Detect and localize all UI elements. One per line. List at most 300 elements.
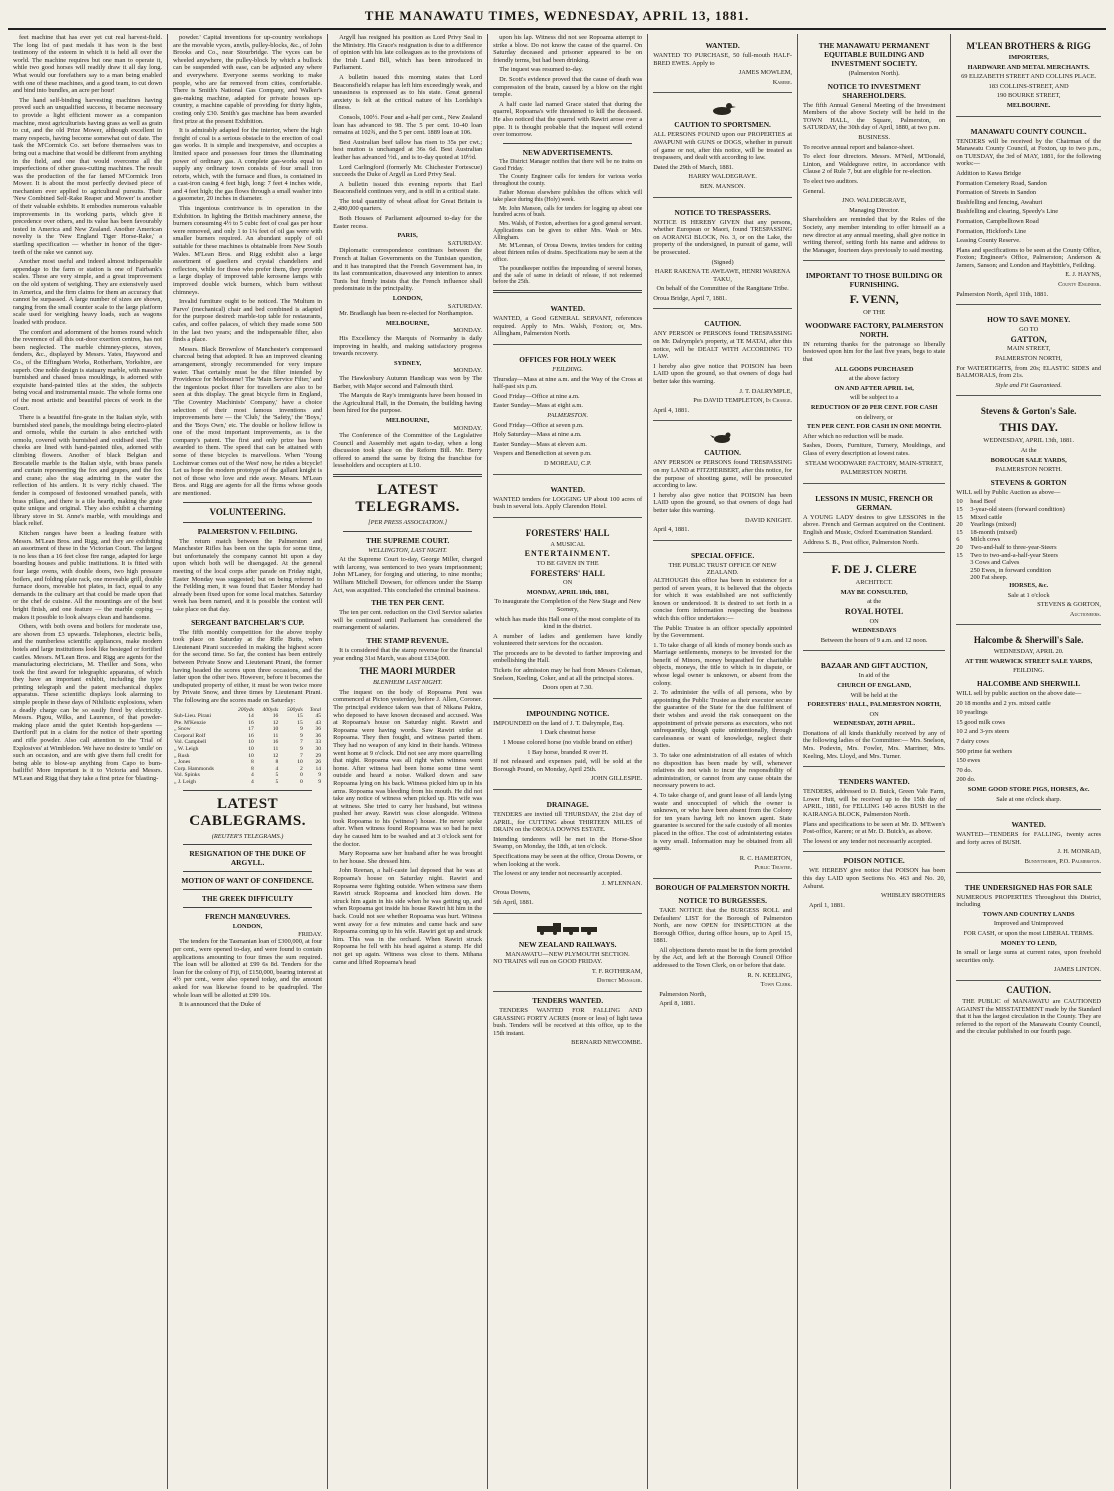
ad-line: STEAM WOODWARE FACTORY, MAIN-STREET, <box>805 459 943 467</box>
ad-text: A number of ladies and gentlemen have kindly volunteered their services for the occasion. <box>493 632 643 648</box>
score-header-cell: 400yds <box>262 706 279 713</box>
ad-signature: R. C. HAMERTON, <box>739 854 793 862</box>
train-icon <box>533 922 603 936</box>
item-count: 20 <box>956 521 963 529</box>
list-item: Bushfelling and fencing, Awahuri <box>956 198 1043 206</box>
ad-heading: Halcombe & Sherwill's Sale. <box>973 635 1084 646</box>
ad-heading: CAUTION. <box>704 319 741 329</box>
ad-heading: NEW ZEALAND RAILWAYS. <box>518 939 617 949</box>
ad-line: 190 BOURKE STREET, <box>996 92 1061 100</box>
ad-line: FEILDING. <box>1013 667 1045 675</box>
ad-text: Oroua Bridge, April 7, 1881. <box>653 294 727 302</box>
ad-signature: J. M'LENNAN. <box>601 879 643 887</box>
list-item: Formation, Hickford's Line <box>956 227 1027 235</box>
ad-text: TENDERS will be received by the Chairman of the Manawatu County Council, at Foxton, up to two p.m., on TUESDAY, the 3rd of MAY, 1881, for the following works:— <box>956 137 1102 168</box>
divider <box>183 502 312 503</box>
ad-heading: BAZAAR AND GIFT AUCTION, <box>820 661 928 671</box>
subheading: THE MAORI MURDER <box>359 666 456 677</box>
ad-subheading: FEILDING. <box>552 366 584 374</box>
ad-heading: NOTICE TO TRESPASSERS. <box>674 207 771 217</box>
ad-linton <box>956 876 1101 981</box>
ad-heading: THE UNDERSIGNED HAS FOR SALE <box>964 882 1093 892</box>
ad-text: ALTHOUGH this office has been in existence for a period of seven years, it is believed that the objects for which it was established are not sufficiently known or understood. It is desired to set forth in a concise form information respecting the business which this office undertakes:— <box>653 576 793 622</box>
item-desc: Yearlings (mixed) <box>970 521 1017 529</box>
ad-line: TEN PER CENT. FOR CASH IN ONE MONTH. <box>806 423 942 431</box>
article-paragraph: It is considered that the stamp revenue for the financial year ending 31st March, was about £134,000. <box>333 647 483 662</box>
ad-line: ON <box>869 617 879 625</box>
ad-heading: M'LEAN BROTHERS & RIGG <box>966 41 1091 51</box>
stock-list <box>956 700 1101 784</box>
score-cell: 8 <box>275 759 279 766</box>
ad-wanted-ewes <box>653 34 792 93</box>
dateline-city: LONDON, <box>392 295 423 302</box>
score-header-cell: 500yds <box>286 706 303 713</box>
score-cell: 0 <box>300 779 303 786</box>
column-7 <box>951 34 1106 1489</box>
item-count: 15 <box>956 513 963 521</box>
ad-text: The fifth Annual General Meeting of the Investment Members of the above Society will be held in the TOWN HALL, the Square, Palmerston, on SATURDAY, the 30th day of April, 1880, at two p.m. <box>803 101 946 132</box>
column-1 <box>8 34 168 1489</box>
list-item <box>956 529 1101 537</box>
ad-line: OF THE <box>863 309 886 317</box>
score-header-cell <box>173 707 230 714</box>
ad-heading: HOW TO SAVE MONEY. <box>987 315 1071 325</box>
ad-signature: Town Clerk. <box>760 981 793 989</box>
article-paragraph: Messrs. Black Brownlow of Manchester's compressed charcoal being that adopted. It has an improved cleaning arrangement, strongly recommended for very impure water. That certainly must be the filter intended by Providence for Melbourne! The 'Main Service Filter,' and the ingenious pocket filter for travellers are also to be seen at this display. The great bicycle firm in England, 'The Coventry Machinists' Company,' have a choice selection of their most famous inventions and improvements here — the 'Club,' the 'Safety,' the 'Boys,' and the 'Boys Own,' etc. The double or hollow fellow is one of the most important improvements, as is the company's patent. The first and only prize has been awarded to them. The speed that can be attained with some of these bicycles is marvellous. When 'Young Lochinvar comes out of the West' now, he rides a bicycle! Let us hope the modern prototype of the gallant knight is not of those who love and ride away. Messrs. M'Lean Bros. and Rigg are agents for all the firms whose goods are mentioned. <box>173 345 323 498</box>
score-row <box>173 720 322 727</box>
score-cell: 45 <box>315 713 322 720</box>
article-paragraph: This ingenious contrivance is in operation in the Exhibition. In lighting the British machinery annexe, the burners consuming 4½ to 5 cubic feet of coal gas per hour were removed, and only 1 to 1¼ feet of oil gas were with smaller burners required. An abundant supply of oil suitable for these machines is obtainable from New South Wales. M'Lean Bros. and Rigg exhibit also a large assortment of gaseliers and crystal chandeliers and reflectors, while for those who prefer them, they provide a large display of improved table kerosene lamps with improved double wick burners, which burn without chimneys. <box>173 205 323 296</box>
score-cell: „ W. Leigh <box>174 746 199 753</box>
ad-heading: WANTED. <box>705 41 740 50</box>
subheading: MOTION OF WANT OF CONFIDENCE. <box>181 876 314 886</box>
ad-line: Between the hours of 9 a.m. and 12 noon. <box>820 636 928 644</box>
ad-signature: WHIBLEY BROTHERS <box>881 892 946 900</box>
ad-text: April 1, 1881. <box>809 901 845 909</box>
ad-caution-standard <box>956 985 1101 1036</box>
section-heading: LATEST TELEGRAMS. <box>355 482 460 516</box>
ad-line: MAY BE CONSULTED, <box>840 588 908 596</box>
score-cell: 16 <box>248 719 254 726</box>
ad-text: Easter Sunday—Mass at eight a.m. <box>493 402 583 410</box>
article-paragraph: Others, with both ovens and boilers for moderate use, are shown from £3 upwards. Telephones, electric bells, and the numberless scientific appliances, make modern hotels and large institutions look like besieged or fortified castles. Messrs. M'Lean Bros. and Rigg are agents for the manufacturing electricians, M. Theiller and Sons, who took the first award for telegraphic apparatus, of which they have an important exhibit, including the type printing telegraph and the patent mechanical duplex apparatus. These scientific displays look alarming to simple people in these days of Nihilistic explosions, when a deadly charge can be so easily fired by electricity. Messrs. Pigou, Wilks, and Laurence, of that powder-making place amid the quiet Kentish hop-gardens — Dartford! put in a claim for the notice of their sporting and rifle powder. Also call attention to the 'Trial of Explosives' at Wimbledon. We have no desire to 'smile' on such an occasion, and are with give them full credit for being able to blow-up anything from Capo to bum-bailiffs! More important is it to Victoria and Messrs. M'Lean and Rigg that they take a first prize for 'blasting- <box>13 623 163 782</box>
ad-railways <box>493 917 642 992</box>
ad-heading: HALCOMBE AND SHERWILL <box>977 679 1081 689</box>
score-cell: „ Rush <box>174 752 190 759</box>
ad-heading: CAUTION. <box>704 448 741 458</box>
ad-text: April 8, 1881. <box>659 1000 696 1008</box>
score-cell: 10 <box>248 746 254 753</box>
score-cell: Vol. Campbell <box>174 739 207 746</box>
ad-text: The lowest or any tender not necessarily accepted. <box>493 870 622 878</box>
list-item: 10 yearlings <box>956 709 988 717</box>
divider <box>503 143 632 144</box>
ad-text: NUMEROUS PROPERTIES Throughout this District, including <box>956 893 1102 909</box>
item-count: 15 <box>956 505 963 513</box>
ad-text: For WATERTIGHTS, from 20s; ELASTIC SIDES and BALMORALS, from 21s. <box>956 364 1102 380</box>
list-item <box>956 574 1101 582</box>
ad-signature: STEVENS & GORTON, <box>1037 601 1102 609</box>
list-item: 500 prime fat wethers <box>956 747 1013 755</box>
score-row <box>173 772 322 779</box>
list-item: The County Engineer calls for tenders for various works throughout the county. <box>493 174 643 188</box>
ad-line: CHURCH OF ENGLAND, <box>837 681 912 689</box>
list-item: 150 ewes <box>956 757 981 765</box>
score-row <box>173 746 322 753</box>
ad-text: On behalf of the Committee of the Rangitane Tribe. <box>656 285 789 293</box>
article-paragraph: Kitchen ranges have been a leading feature with Messrs. M'Lean Bros. and Rigg, and they are exhibiting an assortment of these in the Victorian Court. The largest is no less than a 16 feet close fire range, adapted for large boarding houses and public institutions. It is fitted with four large ovens, with double doors, two high pressure boilers, and folding plate rack, one moveable grill, double furnace doors, movable hot plates, in fact, equal to any demands in the culinary art that could be made upon that or the chef de cuisine. All the mountings are of the best bright finish, and one feature — the marble coping — makes it possible to look always clean and handsome. <box>13 530 163 621</box>
columns <box>8 34 1106 1489</box>
score-cell: Sub-Lieu. Pirani <box>174 713 212 720</box>
item-desc: 3-year-old steers (forward condition) <box>970 505 1065 513</box>
article-paragraph: Dr. Scott's evidence proved that the cause of death was compression of the brain, caused by a blow on the right temple. <box>493 75 643 99</box>
article-paragraph: The Conference of the Committee of the Legislative Council and Assembly met again to-day, when a long discussion took place on the Reform Bill. Mr. Berry offered to amend the same by fixing the franchise for lesseholders and occupiers at L10. <box>333 432 483 470</box>
ad-text: April 4, 1881. <box>653 526 690 534</box>
ad-line: on delivery, or <box>855 413 893 421</box>
divider <box>183 522 312 523</box>
subheading: THE STAMP REVENUE. <box>366 636 449 645</box>
score-cell: 8 <box>251 765 254 772</box>
score-row <box>173 713 322 720</box>
dateline-city: PARIS, <box>397 232 418 240</box>
ad-signature: Karere. <box>772 78 793 86</box>
article-paragraph: Both Houses of Parliament adjourned to-day for the Easter recess. <box>333 215 483 230</box>
ad-text: Palmerston North, April 11th, 1881. <box>956 290 1049 298</box>
article-paragraph: The total quantity of wheat afloat for Great Britain is 2,480,000 quarters. <box>333 197 483 213</box>
list-item <box>956 514 1101 522</box>
ad-text: Vespers and Benediction at seven p.m. <box>493 450 592 458</box>
ad-line: MELBOURNE. <box>1006 101 1051 109</box>
score-cell: 43 <box>315 719 322 726</box>
ad-line: REDUCTION OF 20 PER CENT. FOR CASH <box>810 404 938 412</box>
score-cell: 29 <box>315 752 322 759</box>
subheading: RESIGNATION OF THE DUKE OF ARGYLL. <box>189 849 306 868</box>
ad-line: Will be held at the <box>850 691 898 699</box>
score-cell: Vol. Spinks <box>174 772 200 779</box>
ad-line: MONEY TO LEND, <box>1000 939 1057 947</box>
article-paragraph: Consols, 100½. Four and a-half per cent., New Zealand loan has advanced to 98. The 5 per cent. 10-40 loan remains at 102¾, and the 5 per cent. 1889 loan at 106. <box>333 113 483 137</box>
score-cell: 2 <box>300 765 303 772</box>
ad-text: THE PUBLIC of MANAWATU are CAUTIONED AGAINST the MISSTATEMENT made by the Standard that it has the largest circulation in the County. They are referred to the report of the Manawatu County Council, and the circular published in our fourth page. <box>956 997 1102 1036</box>
score-cell: 17 <box>248 726 254 733</box>
ad-signature: Auctioneers. <box>1069 610 1102 618</box>
score-cell: 10 <box>272 726 279 733</box>
ad-heading: NOTICE TO INVESTMENT SHAREHOLDERS. <box>827 81 921 100</box>
dateline-city: LONDON, <box>232 923 263 931</box>
article-paragraph: John Reenan, a half-caste lad deposed that he was at Ropoama's house on Saturday night. Rawiri and Ropoama were fighting outside. When witness saw them Rawiri struck Ropoama and knocked him down. He struck him again in his side when he was getting up, and when Ropoama got inside his house Rawiri hit him in the back. Could not see whether Ropoama was hurt. Witness went away for a few minutes and came back and saw Ropoama coming up to his wife. Rawiri got up and struck him. This was in the orchard. When Rawiri struck Ropoama he fell with his head against a stump. He did not get up again. Witness was close to them. Mihana came and lifted Ropoama's head <box>333 867 483 966</box>
bird-icon <box>710 430 736 444</box>
ad-heading: WANTED. <box>1011 820 1046 830</box>
ad-line: 183 COLLINS-STREET, AND <box>988 82 1069 90</box>
ad-text: If not released and expenses paid, will be sold at the Borough Pound, on Monday, April 25th. <box>493 758 643 773</box>
ad-title: THIS DAY. <box>999 420 1058 435</box>
score-row <box>173 739 322 746</box>
list-item: Leasing County Reserve. <box>956 237 1021 245</box>
ad-caution-dalrymple <box>653 312 792 421</box>
ad-line: MONDAY, APRIL 18th, 1881, <box>526 588 609 596</box>
ad-line: Improved and Unimproved <box>993 920 1064 928</box>
item-desc: 200 Fat sheep. <box>970 574 1008 582</box>
subheading: THE SUPREME COURT. <box>366 535 450 545</box>
article-paragraph: Mr. Bradlaugh has been re-elected for Northampton. <box>339 310 474 318</box>
divider <box>183 889 312 890</box>
article-paragraph: The return match between the Palmerston and Manchester Rifles has been on the tapis for some time, but unfortunately the company cannot hit upon a day upon which both will be disengaged. At the general meeting of the local corps after parade on Friday night, Easter Monday was suggested; but on being referred to the Feilding men, it was found that Easter Monday had already been fixed upon for some local matches. Saturday week has been named, and it is possible the contest will take place on that day. <box>173 537 323 613</box>
list-item <box>956 506 1101 514</box>
list-item: Mrs. Walsh, of Foxton, advertises for a good general servant. Applications can be given to either Mrs. Wash or Mrs. Allingham. <box>493 221 643 241</box>
ad-heading: WANTED. <box>550 304 585 314</box>
divider <box>333 474 482 477</box>
list-item: Mr. M'Lennan, of Oroua Downs, invites tenders for cutting about thirteen miles of drains. Specifications may be seen at the office. <box>493 243 643 264</box>
ad-signature: JAMES MOWLEM, <box>738 69 793 77</box>
ad-text: I hereby also give notice that POISON has been LAID upon the ground, so that owners of dogs had better take this warning. <box>653 362 793 386</box>
dateline-day: MONDAY. <box>453 424 483 432</box>
list-item: Formation, Campbelltown Road <box>956 217 1039 225</box>
article-paragraph: The inquest was resumed to-day. <box>499 66 584 74</box>
score-cell: 10 <box>297 759 303 766</box>
ad-text: WANTED tenders for LOGGING UP about 100 acres of bush in several lots. Apply Clarendon Hotel. <box>493 495 643 511</box>
masthead: THE MANAWATU TIMES, WEDNESDAY, APRIL 13, 1881. <box>8 6 1106 30</box>
ad-poison <box>803 856 945 909</box>
ad-line: ENTERTAINMENT. <box>524 549 611 559</box>
ad-heading: WOODWARE FACTORY, PALMERSTON NORTH. <box>804 320 944 339</box>
ad-text: WILL sell by public auction on the above date— <box>956 690 1082 698</box>
dateline: BLENHEIM LAST NIGHT. <box>373 679 443 687</box>
score-cell: 10 <box>248 739 254 746</box>
ad-signature: DAVID KNIGHT. <box>745 516 793 524</box>
ad-line: at the above factory <box>848 375 900 383</box>
ad-line: WEDNESDAYS <box>851 627 897 635</box>
ad-text: IMPOUNDED on the land of J. T. Dalrymple, Esq. <box>493 719 624 727</box>
ad-signature: E. J. HAYNS, <box>1065 271 1102 279</box>
list-item: 1 Mouse colored horse (no visible brand on either) <box>502 739 633 747</box>
ad-line: PALMERSTON NORTH. <box>840 469 908 477</box>
item-desc: Two-and-half to three-year-Steers <box>970 543 1057 551</box>
item-count: 10 <box>956 498 963 506</box>
article-paragraph: The ten per cent. reduction on the Civil Service salaries will be continued until Parliament has considered the rearrangement of salaries. <box>333 609 483 632</box>
ad-heading: IMPORTANT TO THOSE BUILDING OR FURNISHING. <box>805 271 943 290</box>
ad-text: After which no reduction will be made. <box>803 432 904 440</box>
score-row <box>173 759 322 766</box>
ad-lessons <box>803 487 945 553</box>
ad-tenders-felling <box>803 770 945 852</box>
ad-text: April 4, 1881. <box>653 406 690 414</box>
item-count <box>956 559 970 567</box>
dateline-day: FRIDAY. <box>298 930 323 938</box>
ad-gatton <box>956 308 1101 396</box>
ad-line: Style and Fit Guaranteed. <box>995 381 1062 389</box>
score-cell: 36 <box>315 732 322 739</box>
ad-line: IMPORTERS, <box>1008 54 1049 61</box>
ad-line: Sale at one o'clock sharp. <box>996 795 1062 803</box>
ad-line: HORSES, &c. <box>1009 581 1049 589</box>
article-paragraph: Best Australian beef tallow has risen to 35s per cwt.; best mutton is unchanged at 36s 6d. Best Australian leather has advanced ½d., and is to-day quoted at 10½d. <box>333 138 483 161</box>
ad-wanted-logging <box>493 478 642 518</box>
score-cell: 12 <box>272 719 279 726</box>
dateline-city: SYDNEY, <box>393 359 422 367</box>
subheading: PALMERSTON V. FEILDING. <box>197 526 298 536</box>
article-paragraph: Diplomatic correspondence continues between the French at Italian Governments on the Tunisian question, and it has transpired that the French Government has, in its last communication, disavowed any intention to annex Tunis but firmly insists that the French influence shall predominate in the principality. <box>333 247 483 293</box>
ad-line: WEDNESDAY, 20TH APRIL. <box>833 720 916 728</box>
ad-text: Specifications may be seen at the office, Oroua Downs, or when looking at the work. <box>493 852 643 868</box>
article-paragraph: upon his lap. Witness did not see Ropoama attempt to strike a blow. Do not know the cause of the quarrel. On Saturday deceased and prisoner appeared to be on friendly terms, but had been drinking. <box>493 34 643 64</box>
ad-text: 3. To take one administration of all estates of which no disposition has been made by will, whenever relatives do not wish to incur the responsibility of administration, or cannot from any cause obtain the necessary powers to act. <box>653 752 793 790</box>
ad-text: WANTED TO PURCHASE, 50 full-mouth HALF-BRED EWES. Apply to <box>653 52 793 67</box>
ad-line: ROYAL HOTEL <box>845 606 904 616</box>
ad-line: At the <box>1020 447 1037 454</box>
article-paragraph: A half caste lad named Grace stated that during the quarrel, Ropoama's wife threatened to kill the deceased. He also noticed that the quarrel with Rawiri arose over a pipe. It is thought probable that the inquest will extend over tomorrow. <box>493 100 643 139</box>
section-subheading: (REUTER'S TELEGRAMS.) <box>211 832 284 840</box>
ad-county-council <box>956 120 1101 306</box>
score-row <box>173 733 322 740</box>
ad-heading: IMPOUNDING NOTICE. <box>526 708 610 718</box>
divider <box>183 907 312 908</box>
list-item <box>956 536 1101 544</box>
duck-icon <box>710 102 736 116</box>
score-row <box>173 726 322 733</box>
ad-heading: DRAINAGE. <box>546 800 589 810</box>
ad-tenders <box>493 996 642 1047</box>
score-cell: 5 <box>275 772 279 779</box>
ad-text: Shareholders are reminded that by the Rules of the Society, any member intending to offer himself as a new director at any annual meeting, shall give notice in writing thereof, setting forth his name and address to the Manager, fourteen days previously to said meeting. <box>803 216 946 254</box>
score-cell: 14 <box>315 765 322 772</box>
ad-text: 5th April, 1881. <box>493 898 534 906</box>
ad-line: FORESTERS' HALL <box>530 568 605 578</box>
ad-text: Holy Saturday—Mass at nine a.m. <box>493 431 582 439</box>
list-item: 200 do. <box>956 776 976 784</box>
ad-text: Good Friday—Office at nine a.m. <box>493 392 580 400</box>
section-subheading: [PER PRESS ASSOCIATION.] <box>368 519 448 527</box>
score-cell: 36 <box>315 726 322 733</box>
item-desc: Mixed cattle <box>970 513 1003 521</box>
ad-burgesses <box>653 883 792 1008</box>
score-cell: 4 <box>251 772 254 779</box>
score-cell: 9 <box>300 732 303 739</box>
ad-heading: Stevens & Gorton's Sale. <box>980 406 1077 417</box>
score-cell: „ J. Leigh <box>174 779 196 786</box>
ad-text: 1. To take charge of all kinds of money bonds such as Marriage settlements, moneys to be invested for the benefit of Minors, money bequeathed for charitable objects, moneys, the title to which is in dispute, or whose legal owner is unknown, or absent from the colony. <box>653 641 793 687</box>
ad-line: GATTON, <box>1010 334 1047 344</box>
article-paragraph: powder.' Capital inventions for up-country workshops are the movable vyces, anvils, pulley-blocks, &c., of John Brooks and Co., near Stourbridge. The vyces can be wheeled anywhere, the pulley-block by which a bullock can be suspended with ease, can be adjusted any where and everywhere. Everyone seems working to make people, who are far removed from cities, comfortable. There is Smith's National Gas Company, and Walker's gas-making machine, adapted for private houses up-country, a machine capable of providing for thirty lights, costing only £30. Smith's gas machine has been awarded first prize at the present Exhibition. <box>173 34 323 125</box>
score-body <box>173 713 322 786</box>
ad-subheading: MANAWATU—NEW PLYMOUTH SECTION. <box>505 950 630 958</box>
score-cell: 9 <box>300 746 303 753</box>
section-heading: NEW ADVERTISEMENTS. <box>522 147 613 157</box>
ad-trespassers <box>653 201 792 310</box>
ad-line: SOME GOOD STORE PIGS, HORSES, &c. <box>967 786 1090 793</box>
ad-text: ALL PERSONS FOUND upon our PROPERTIES at AWAPUNI with GUNS or DOGS, whether in pursuit of game or not, after this notice, will be treated as trespassers, and dealt with according to law. <box>653 131 793 162</box>
article-paragraph: Another most useful and indeed almost indispensable appendage to the farm or station is one of Fairbank's scales. These are very simple, and a great improvement on the old system of weighing. They are extensively used in America, and the firm claims for them an accuracy that cannot be surpassed. A large number of sizes are shown, ranging from the small counter scale to the large platform scale used for weighing heavy loads, such as wagons loaded with produce. <box>13 258 163 326</box>
list-item: 20 18 months and 2 yrs. mixed cattle <box>956 699 1051 707</box>
score-cell: 15 <box>297 719 303 726</box>
list-item <box>956 544 1101 552</box>
column-4 <box>488 34 648 1489</box>
score-cell: 15 <box>297 713 303 720</box>
ad-text: Address S. B., Post office, Palmerston North. <box>803 538 919 546</box>
score-row <box>173 753 322 760</box>
item-count: 20 <box>956 543 963 551</box>
ad-text: Sashes, Doors, Furniture, Turnery, Mouldings, and Glass of every description at lowest rates. <box>803 442 946 457</box>
article-paragraph: A bulletin issued this morning states that Lord Beaconsfield's relapse has left him exceedingly weak, and uneasiness is expressed as to his state. Great general anxiety is felt at the critical nature of his Lordship's illness. <box>333 73 483 112</box>
divider <box>183 871 312 872</box>
ad-text: TENDERS are invited till THURSDAY, the 21st day of APRIL, for CUTTING about THIRTEEN MILES of DRAIN on the OROUA DOWNS ESTATE. <box>493 811 643 834</box>
ad-signature: J. T. DALRYMPLE, <box>739 387 793 395</box>
ad-line: A MUSICAL <box>550 540 585 548</box>
ad-heading: OFFICES FOR HOLY WEEK <box>519 355 617 365</box>
article-paragraph: The Marquis de Ray's immigrants have been housed in the Agricultural Hall, in the Domain, the building having been hired for the purpose. <box>333 392 483 415</box>
divider <box>183 844 312 845</box>
score-table <box>173 707 322 786</box>
article-paragraph: His Excellency the Marquis of Normanby is daily improving in health, and making satisfactory progress towards recovery. <box>333 334 483 358</box>
ad-title: F. VENN, <box>849 292 899 307</box>
ad-line: ARCHITECT. <box>855 579 893 587</box>
ad-public-trust <box>653 544 792 879</box>
list-item: The poundkeeper notifies the impounding of several horses, and the sale of same in default of release, if not redeemed before the 25th. <box>493 265 643 286</box>
ad-line: PALMERSTON NORTH, <box>995 355 1062 363</box>
item-count: 6 <box>956 536 960 544</box>
ad-subheading: PALMERSTON. <box>547 412 589 420</box>
score-cell: 9 <box>318 779 322 786</box>
ad-signature: J. H. MONRAD, <box>1057 848 1102 856</box>
ad-line: BOROUGH SALE YARDS, <box>990 456 1067 464</box>
section-heading: VOLUNTEERING. <box>209 506 286 517</box>
ad-foresters-hall <box>493 521 642 699</box>
score-cell: Corp. Hammonds <box>174 765 214 772</box>
score-cell: Pte. M'Kenzie <box>174 719 206 726</box>
ad-text: In small or large sums at current rates, upon freehold securities only. <box>956 949 1102 964</box>
ad-signature: BERNARD NEWCOMBE. <box>571 1039 643 1047</box>
subheading: FRENCH MANŒUVRES. <box>205 912 291 922</box>
list-item: 10 2 and 3-yrs steers <box>956 728 1010 736</box>
score-cell: 7 <box>300 752 303 759</box>
ad-line: ALL GOODS PURCHASED <box>834 365 914 373</box>
item-desc: Two to two-and-a-half-year Steers <box>970 551 1058 559</box>
ad-subheading: BUSINESS. <box>858 133 891 141</box>
ad-text: Thursday—Mass at nine a.m. and the Way of the Cross at half-past six p.m. <box>493 375 643 391</box>
ad-signature: BEN. MANSON. <box>699 182 746 190</box>
score-cell: 0 <box>300 772 303 779</box>
ad-heading: FORESTERS' HALL <box>525 527 610 538</box>
ad-line: WEDNESDAY, APRIL 13th, 1881. <box>983 437 1074 445</box>
ad-text: Oroua Downs, <box>493 889 531 897</box>
score-cell: 16 <box>272 739 279 746</box>
list-item: To elect four directors. Messrs. M'Neil, M'Donald, Linton, and Waldegrave retire, in accordance with Clause 2 of Rule 7, but are eligible for re-election. <box>803 153 946 176</box>
divider <box>183 790 312 791</box>
list-item <box>956 567 1101 575</box>
list-item: Father Moreau elsewhere publishes the offices which will take place during this (Holy) week. <box>493 189 643 203</box>
score-header-row <box>173 707 322 714</box>
ad-clere-architect <box>803 556 945 651</box>
ad-bazaar <box>803 654 945 767</box>
ad-text: ANY PERSON or PERSONS found TRESPASSING on Mr. Dalrymple's property, at TE MATAI, after this notice, will be DEALT WITH ACCORDING TO LAW. <box>653 330 793 361</box>
ad-drainage <box>493 793 642 914</box>
ad-signature: R. N. KEELING, <box>747 971 793 979</box>
article-paragraph: Argyll has resigned his position as Lord Privy Seal in the Ministry. His Grace's resignation is due to a difference of opinion with his late colleagues as to the provisions of the Irish Land Bill, which has been introduced in Parliament. <box>333 34 483 72</box>
ad-line: at the <box>867 598 882 606</box>
ad-text: TENDERS, addressed to D. Buick, Green Vale Farm, Lower Hutt, will be received up to the 15th day of APRIL, 1881, for FELLING 140 acres BUSH in the KAIRANGA BLOCK, Palmerston North. <box>803 788 946 819</box>
item-count <box>956 574 970 582</box>
score-header-cell: 200yds <box>237 706 254 713</box>
list-item <box>956 559 1101 567</box>
article-paragraph: The tenders for the Tasmanian loan of £300,000, at four per cent., were opened to-day, and were found to contain applications amounting to four times the sum required. The loan will be allotted at £99 6s 8d. Tenders for the loan for the colony of Fiji, of £150,000, bearing interest at 4½ per cent., were also opened today, and the amount asked for was likewise found to be quadrupled. The whole loan will be allotted at £99 10s. <box>173 938 323 999</box>
new-ads-list <box>493 159 642 287</box>
article-paragraph: The fifth monthly competition for the above trophy took place on Saturday at the Rifle Butts, when Lieutenant Pirani succeeded in making the highest score for the second time. So far, the contest has been entirely between Private Snow and Lieutenant Pirani, the former having headed the scores upon three occasions, and the latter upon the other two. However, before it becomes the undisputed property of either, it must be won twice more by Private Snow, and three times by Lieutenant Pirani. The following are the scores made on Saturday: <box>173 628 323 704</box>
score-row <box>173 766 322 773</box>
score-cell: 4 <box>251 779 254 786</box>
article-paragraph: A bulletin issued this evening reports that Earl Beaconsfield continues very, and is still in a critical state. <box>333 180 483 196</box>
ad-text: TENDERS WANTED FOR FALLING AND GRASSING FORTY ACRES (more or less) of light tawa bush. Tenders will be received at this office, up to the 15th instant. <box>493 1006 643 1037</box>
ad-text: WANTED—TENDERS for FALLING, twenty acres and forty acres of BUSH. <box>956 831 1102 846</box>
list-item <box>956 552 1101 560</box>
